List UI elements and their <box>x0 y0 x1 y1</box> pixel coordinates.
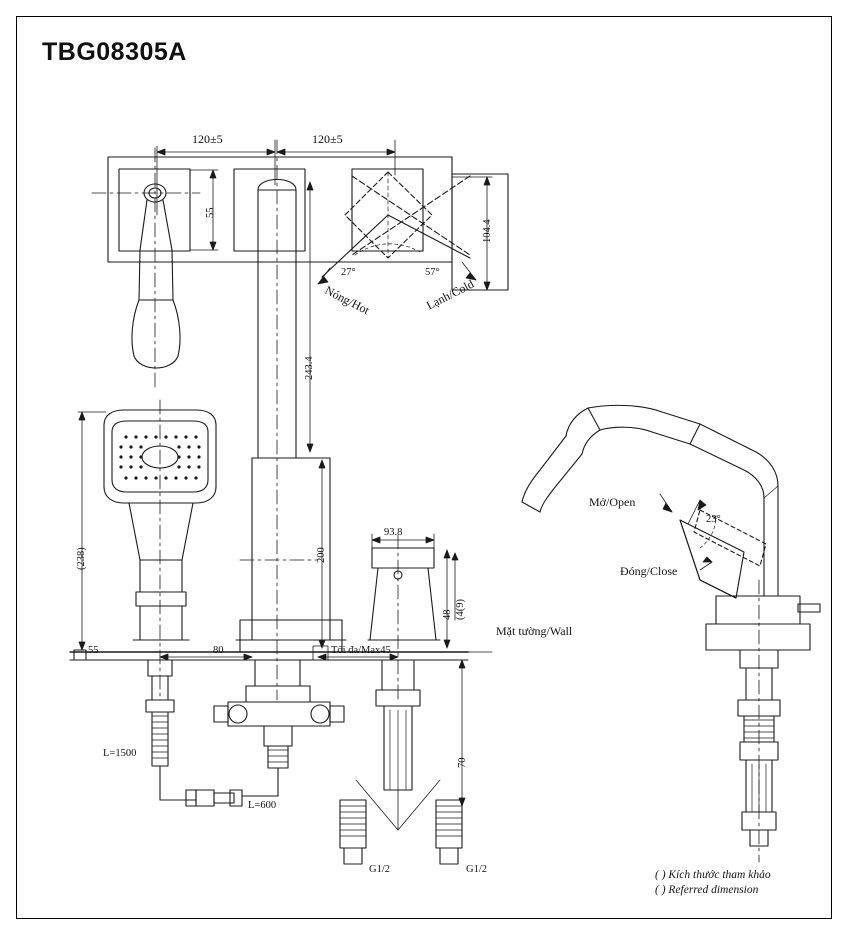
dimension-label-depth-ref: 70 <box>457 757 468 768</box>
handle-lever-perspective <box>680 500 766 598</box>
dimension-label-inlet-left: G1/2 <box>369 864 390 875</box>
dimension-label-inlet-right: G1/2 <box>466 864 487 875</box>
angle-label-cold: 57° <box>425 267 440 278</box>
dimension-label-spread-right: 120±5 <box>312 132 343 146</box>
dimension-label-spread-left: 120±5 <box>192 132 223 146</box>
callout-cold: Lạnh/Cold <box>424 276 477 313</box>
right-body-assembly <box>706 596 820 846</box>
dimension-label-handle-base-width: 93.8 <box>384 527 403 538</box>
wall-shower-outlet <box>132 184 180 368</box>
callout-wall: Mặt tường/Wall <box>496 624 573 638</box>
footnote-vi: ( ) Kích thước tham khảo <box>655 869 771 881</box>
footnote-en: ( ) Referred dimension <box>655 884 759 896</box>
dimension-label-shower-length: (238) <box>76 547 87 570</box>
dimension-label-hose-long: L=1500 <box>103 748 137 759</box>
callout-open: Mở/Open <box>589 495 636 509</box>
handle-section <box>368 548 440 640</box>
angle-label-open: 23° <box>706 514 721 525</box>
dimension-label-spout-height: 243.4 <box>304 356 315 380</box>
dimension-label-handle-travel: 104.4 <box>482 219 493 243</box>
dimension-938 <box>444 550 450 648</box>
handle-plate-right <box>452 174 508 290</box>
dimension-label-thread-spec: (4(9) <box>455 599 466 620</box>
dimension-238-vertical <box>78 412 106 650</box>
wall-line <box>70 650 470 660</box>
callout-hot: Nóng/Hot <box>322 283 372 318</box>
dimension-243-vertical <box>307 182 313 452</box>
dimension-label-handle-height: 48 <box>442 609 453 620</box>
callout-close: Đóng/Close <box>620 564 678 578</box>
inlet-right <box>436 800 462 864</box>
hose-long <box>160 766 234 806</box>
spout-column <box>236 180 346 653</box>
inlet-left <box>340 800 366 864</box>
page-title: TBG08305A <box>42 38 187 66</box>
dimension-label-spout-reach: 200 <box>316 547 327 563</box>
angle-label-hot: 27° <box>341 267 356 278</box>
mixer-valve-body <box>214 660 344 768</box>
dimension-49 <box>459 660 465 806</box>
dimension-label-hose-short: L=600 <box>248 800 277 811</box>
handle-rotation-diagram <box>322 172 470 277</box>
dimension-label-right-offset: Tối đa/Max45 <box>331 645 391 656</box>
handshower-rough-in <box>146 660 174 766</box>
dimension-label-wall-thickness: 55 <box>88 645 99 656</box>
dimension-label-left-offset: 80 <box>213 645 224 656</box>
dimension-label-escutcheon-height: 55 <box>205 207 216 218</box>
